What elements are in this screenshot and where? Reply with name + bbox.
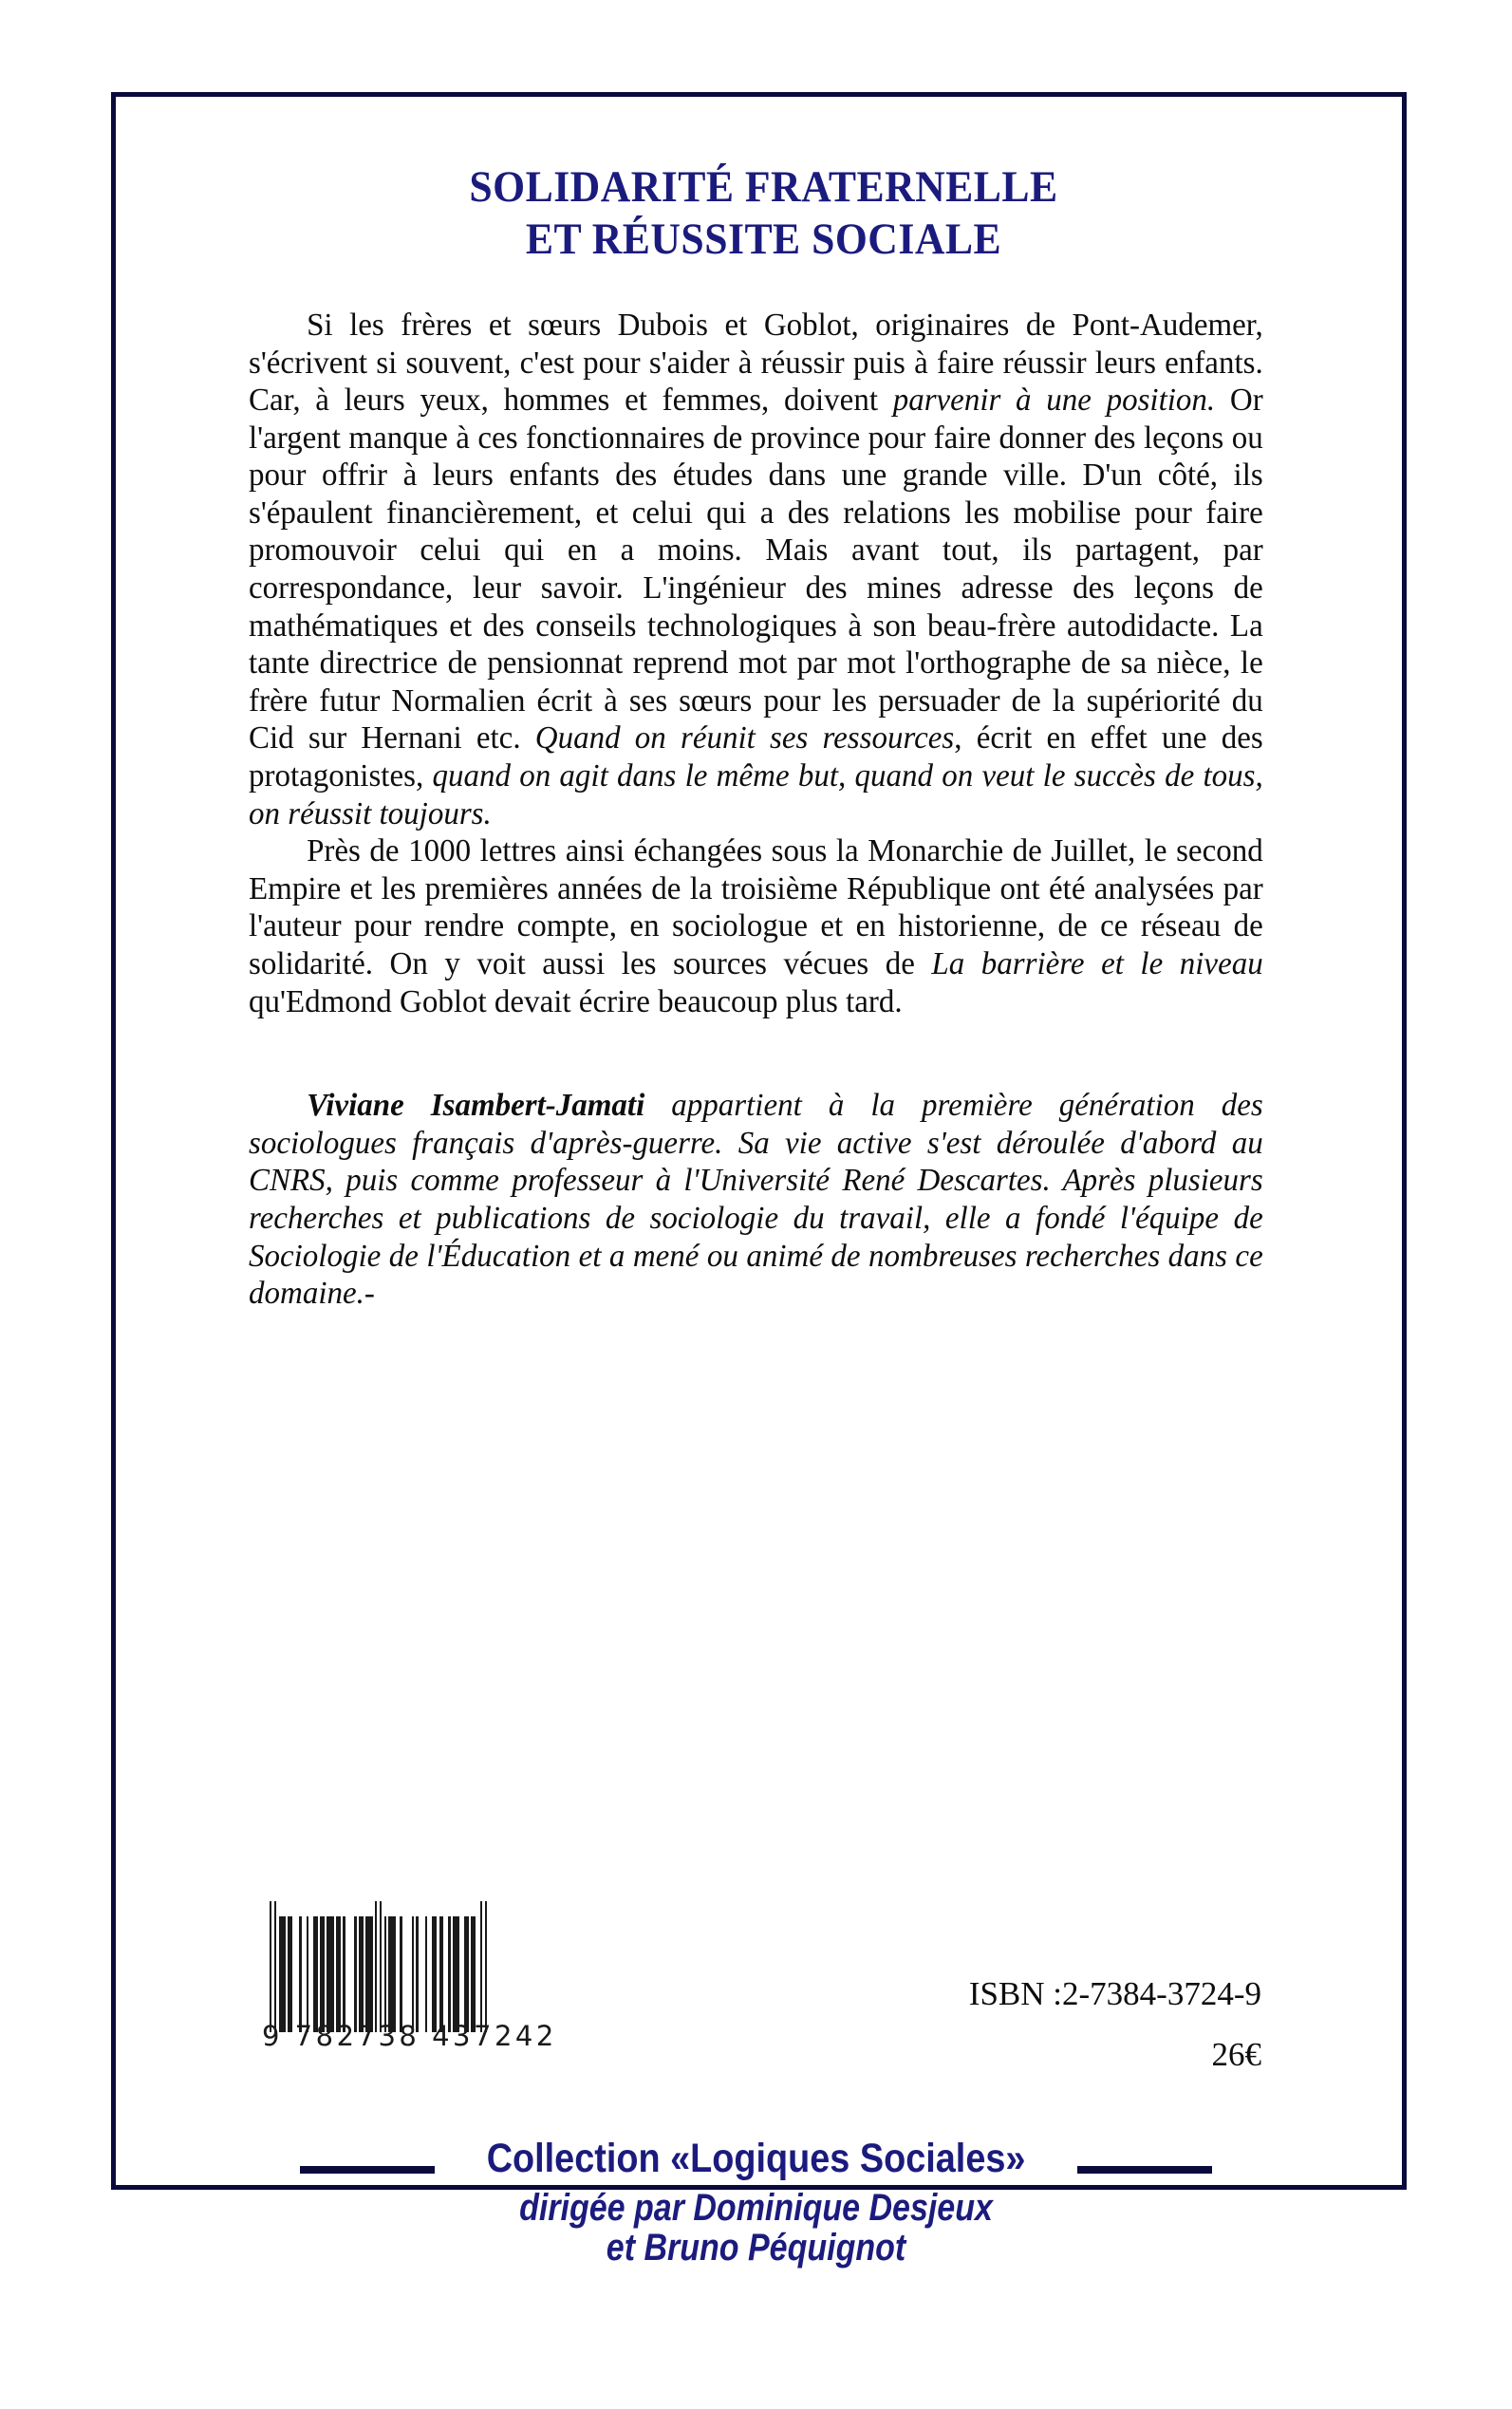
blurb-paragraph-1: Si les frères et sœurs Dubois et Goblot, originaires de Pont-Audemer, s'écrivent si souvent, c'est pour s'aider à réussir puis à faire réussir leurs enfants. Car, à leurs yeux, hommes et femmes, doivent parvenir à une position. Or l'argent manque à ces fonctionnaires de province pour faire donner des leçons ou pour offrir à leurs enfants des études dans une grande ville. D'un côté, ils s'épaulent financièrement, et celui qui a des relations les mobilise pour faire promouvoir celui qui en a moins. Mais avant tout, ils partagent, par correspondance, leur savoir. L'ingénieur des mines adresse des leçons de mathématiques et des conseils technologiques à son beau-frère autodidacte. La tante directrice de pensionnat reprend mot par mot l'orthographe de sa nièce, le frère futur Normalien écrit à ses sœurs pour les persuader de la supériorité du Cid sur Hernani etc. Quand on réunit ses ressources, écrit en effet une des protagonistes, quand on agit dans le même but, quand on veut le succès de tous, on réussit toujours. bbox=[249, 307, 1263, 831]
barcode-bars bbox=[270, 1916, 583, 2032]
collection-title-row bbox=[0, 2136, 1512, 2182]
author-biography: Viviane Isambert-Jamati appartient à la première génération des sociologues français d'après-guerre. Sa vie active s'est déroulée d'abord au CNRS, puis comme professeur à l'Université René Descartes. Après plusieurs recherches et publications de sociologie du travail, elle a fondé l'équipe de Sociologie de l'Éducation et a mené ou animé de nombreuses recherches dans ce domaine.- bbox=[249, 1088, 1263, 1312]
collection-title: Collection «Logiques Sociales» bbox=[486, 2136, 1026, 2181]
barcode-digits: 9 782738 437242 bbox=[262, 2020, 557, 2052]
back-cover-content bbox=[249, 161, 1279, 1313]
rule-left bbox=[300, 2166, 435, 2174]
book-cover-frame bbox=[111, 92, 1407, 2190]
title-line-2: ET RÉUSSITE SOCIALE bbox=[525, 215, 1002, 265]
collection-footer bbox=[0, 2136, 1512, 2269]
price-text: 26€ bbox=[1211, 2036, 1261, 2073]
collection-editor-line-1: dirigée par Dominique Desjeux bbox=[519, 2187, 993, 2229]
title-line-1: SOLIDARITÉ FRATERNELLE bbox=[469, 162, 1058, 212]
page-title bbox=[285, 161, 1242, 267]
isbn-block bbox=[969, 1916, 1279, 2074]
collection-editor-line-2: et Bruno Péquignot bbox=[606, 2227, 906, 2269]
rule-right bbox=[1077, 2166, 1212, 2174]
blurb-paragraph-2: Près de 1000 lettres ainsi échangées sous la Monarchie de Juillet, le second Empire et les premières années de la troisième République ont été analysées par l'auteur pour rendre compte, en sociologue et en historienne, de ce réseau de solidarité. On y voit aussi les sources vécues de La barrière et le niveau qu'Edmond Goblot devait écrire beaucoup plus tard. bbox=[249, 833, 1263, 1019]
commerce-row bbox=[249, 1916, 1279, 2074]
barcode bbox=[262, 1916, 583, 2052]
isbn-text: ISBN :2-7384-3724-9 bbox=[968, 1975, 1261, 2012]
